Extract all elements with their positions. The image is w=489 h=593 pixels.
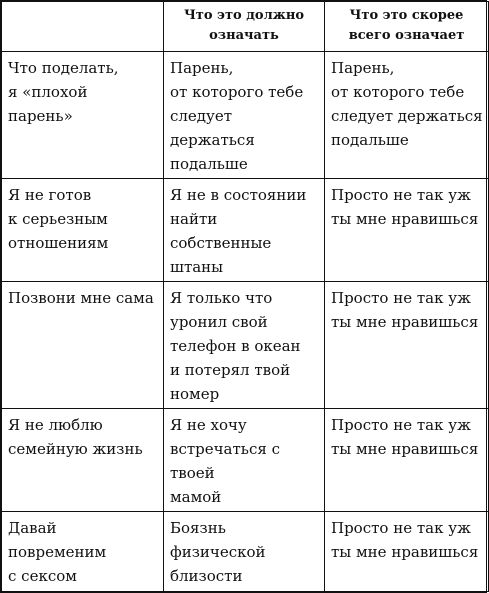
phrase-cell: Позвони мне сама [2, 282, 164, 409]
table-row [2, 179, 489, 282]
phrase-cell: Давай повременим с сексом [2, 512, 164, 592]
supposed-meaning-cell: Я не в состоянии найти собственные штаны [164, 179, 325, 282]
supposed-meaning-cell: Боязнь физической близости [164, 512, 325, 592]
header-phrase [2, 2, 164, 52]
actual-meaning-cell: Просто не так уж ты мне нравишься [325, 512, 489, 592]
header-supposed-meaning: Что это должно означать [164, 2, 325, 52]
phrase-cell: Я не люблю семейную жизнь [2, 409, 164, 512]
supposed-meaning-cell: Парень, от которого тебе следует держаться подальше [164, 52, 325, 179]
table-header-row [2, 2, 489, 52]
supposed-meaning-cell: Я только что уронил свой телефон в океан и потерял твой номер [164, 282, 325, 409]
table-row [2, 282, 489, 409]
phrase-cell: Что поделать, я «плохой парень» [2, 52, 164, 179]
table-row [2, 512, 489, 592]
actual-meaning-cell: Просто не так уж ты мне нравишься [325, 179, 489, 282]
header-actual-meaning: Что это скорее всего означает [325, 2, 489, 52]
table-row [2, 52, 489, 179]
actual-meaning-cell: Парень, от которого тебе следует держаться подальше [325, 52, 489, 179]
table-row [2, 409, 489, 512]
phrase-cell: Я не готов к серьезным отношениям [2, 179, 164, 282]
actual-meaning-cell: Просто не так уж ты мне нравишься [325, 282, 489, 409]
actual-meaning-cell: Просто не так уж ты мне нравишься [325, 409, 489, 512]
comparison-table [1, 1, 489, 592]
supposed-meaning-cell: Я не хочу встречаться с твоей мамой [164, 409, 325, 512]
